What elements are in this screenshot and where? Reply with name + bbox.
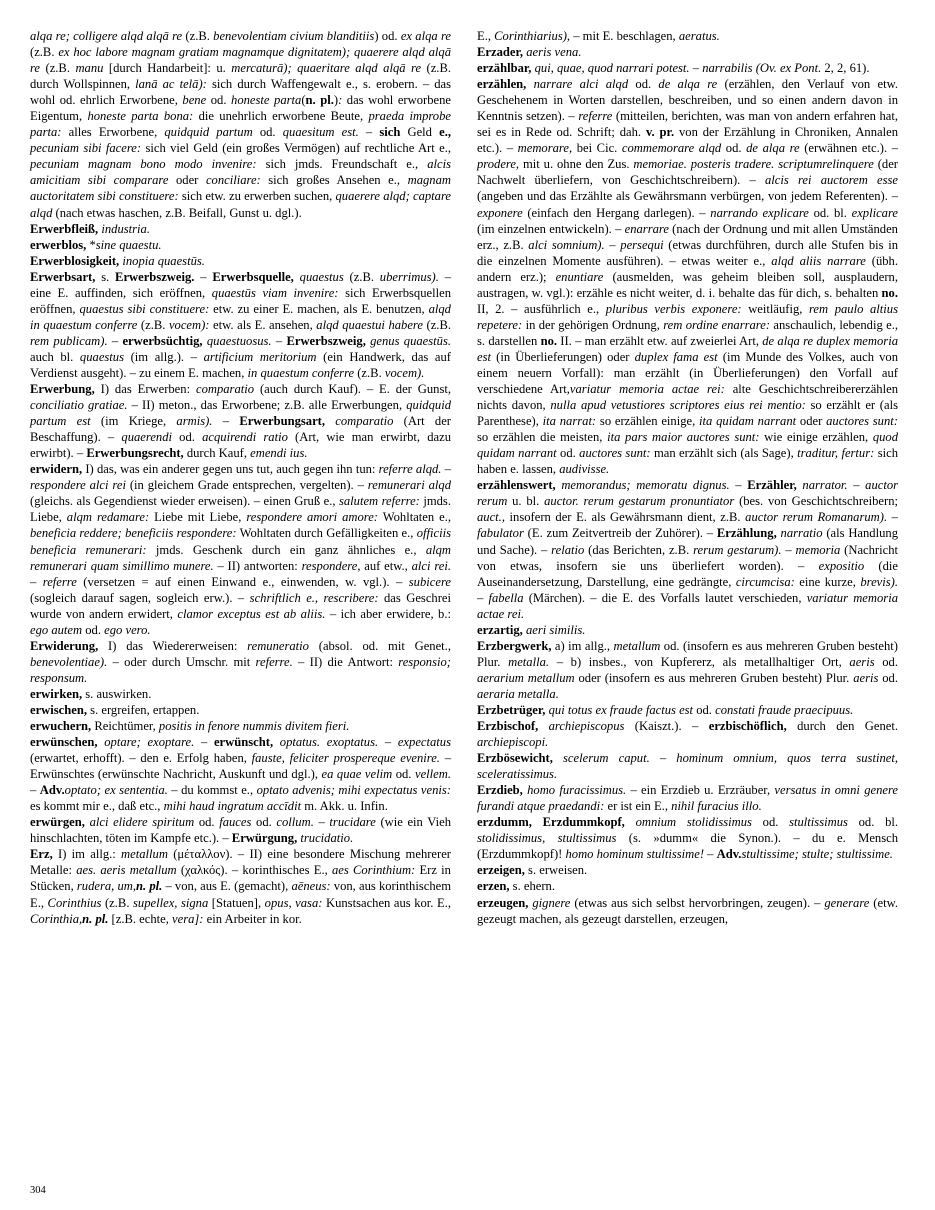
dictionary-entry: Erzbösewicht, scelerum caput. – hominum omnium, quos terra sustinet, sceleratissimus. (477, 751, 898, 782)
dictionary-entry: erzählen, narrare alci alqd od. de alqa re (erzählen, den Verlauf von etw. Geschehenem in Worten darstellen, beschreiben, und so einen andern davon in Kenntnis setzen). – referre (mitteilen, berichten, was man von andern erfahren hat, sei es in Rede od. Schrift; dah. v. pr. von der Erzählung in Chroniken, Annalen etc.). – memorare, bei Cic. commemorare alqd od. de alqa re (erwähnen etc.). – prodere, mit u. ohne den Zus. memoriae. posteris tradere. scriptumrelinquere (der Nachwelt überliefern, von Geschichtschreibern). – alcis rei auctorem esse (angeben und das Erzählte als Gewährsmann verbürgen, von jedem Referenten). – exponere (einfach den Hergang darlegen). – narrando explicare od. bl. explicare (im einzelnen entwickeln). – enarrare (nach der Ordnung und mit allen Umständen erz., z.B. alci somnium). – persequi (etwas durchführen, durch alle Stufen bis in die einzelnen Momente ausführen). – etwas weiter e., alqd aliis narrare (übh. andern erz.); enuntiare (ausmelden, was geheim bleiben soll, ausplaudern, austragen, w. vgl.): erzähle es nicht weiter, d. i. behalte das für dich, s. behalten no. II, 2. – ausführlich e., pluribus verbis exponere: weitläufig, rem paulo altius repetere: in der gehörigen Ordnung, rem ordine enarrare: anschaulich, lebendig e., s. darstellen no. II. – man erzählt etw. auf zweierlei Art, de alqa re duplex memoria est (in Überlieferungen) oder duplex fama est (im Munde des Volkes, auch von einem neuern Vorfall): man erzählt (in Überlieferungen) den Vorfall auf verschiedene Art,variatur memoria actae rei: alte Geschichtschreibererzählen nichts davon, nulla apud vetustiores scriptores eius rei mentio: so erzählt er (als Parenthese), ita narrat: so erzählen einige, ita quidam narrant oder auctores sunt: so erzählen die meisten, ita pars maior auctores sunt: wie einige erzählen, quod quidam narrant od. auctores sunt: man erzählt sich (als Sage), traditur, fertur: sich haben e. lassen, audivisse. (477, 77, 899, 477)
dictionary-entry: Erzbetrüger, qui totus ex fraude factus est od. constati fraude praecipuus. (477, 702, 854, 717)
dictionary-entry: Erwerbung, I) das Erwerben: comparatio (auch durch Kauf). – E. der Gunst, conciliatio gratiae. – II) meton., das Erworbene; z.B. alle Erwerbungen, quidquid partum est (im Kriege, armis). – Erwerbungsart, comparatio (Art der Beschaffung). – quaerendi od. acquirendi ratio (Art, wie man erwirbt, dazu erwirbt). – Erwerbungsrecht, durch Kauf, emendi ius. (30, 382, 452, 461)
dictionary-entry: erwünschen, optare; exoptare. – erwünscht, optatus. exoptatus. – expectatus (erwartet, erhofft). – den e. Erfolg haben, fauste, feliciter prospereque evenire. – Erwünschtes (erwünschte Nachricht, Auskunft und dgl.), ea quae velim od. vellem. – Adv.optato; ex sententia. – du kommst e., optato advenis; mihi expectatus venis: es kommt mir e., daß etc., mihi haud ingratum accīdit m. Akk. u. Infin. (30, 735, 451, 814)
dictionary-entry: erzeugen, gignere (etwas aus sich selbst hervorbringen, zeugen). – generare (etw. gezeugt machen, als gezeugt darstellen, erzeugen, (477, 895, 898, 926)
dictionary-entry: Erzbergwerk, a) im allg., metallum od. (insofern es aus mehreren Gruben besteht) Plur. metalla. – b) insbes., von Kupfererz, als metallhaltiger Ort, aeris od. aerarium metallum oder (insofern es aus mehreren Gruben besteht) Plur. aeris od. aeraria metalla. (477, 638, 899, 701)
dictionary-entry: erzählenswert, memorandus; memoratu dignus. – Erzähler, narrator. – auctor rerum u. bl. auctor. rerum gestarum pronuntiator (bes. von Geschichtschreibern; auct., insofern der E. als Gewährsmann dient, z.B. auctor rerum Romanarum). – fabulator (E. zum Zeitvertreib der Zuhörer). – Erzählung, narratio (als Handlung und Sache). – relatio (das Berichten, z.B. rerum gestarum). – memoria (Nachricht von etwas, insofern sie uns überliefert worden). – expositio (die Auseinandersetzung, Darstellung, eine gedrängte, circumcisa: eine kurze, brevis). – fabella (Märchen). – die E. des Vorfalls lautet verschieden, variatur memoria actae rei. (477, 478, 899, 621)
dictionary-entry: Erz, I) im allg.: metallum (μέταλλον). – II) eine besondere Mischung mehrerer Metalle: aes. aeris metallum (χαλκός). – korinthisches E., aes Corinthium: Erz in Stücken, rudera, um,n. pl. – von, aus E. (gemacht), aēneus: von, aus korinthischem E., Corinthius (z.B. supellex, signa [Statuen], opus, vasa: Kunstsachen aus kor. E., Corinthia,n. pl. [z.B. echte, vera]: ein Arbeiter in kor. (30, 847, 451, 926)
dictionary-entry: erwuchern, Reichtümer, positis in fenore nummis divitem fieri. (30, 719, 350, 734)
dictionary-entry: Erzdieb, homo furacissimus. – ein Erzdieb u. Erzräuber, versatus in omni genere furandi atque praedandi: er ist ein E., nihil furacius illo. (477, 783, 898, 814)
dictionary-entry: erwischen, s. ergreifen, ertappen. (30, 702, 200, 717)
dictionary-entry: Erwiderung, I) das Wiedererweisen: remuneratio (absol. od. mit Genet., benevolentiae). – oder durch Umschr. mit referre. – II) die Antwort: responsio; responsum. (30, 638, 451, 685)
dictionary-entry: erwerblos, *sine quaestu. (30, 237, 162, 252)
dictionary-entry: Erzader, aeris vena. (477, 45, 582, 60)
dictionary-entry: Erwerblosigkeit, inopia quaestūs. (30, 253, 205, 268)
dictionary-entry: erzartig, aeri similis. (477, 622, 586, 637)
dictionary-entry: erzen, s. ehern. (477, 879, 555, 894)
dictionary-entry: Erzbischof, archiepiscopus (Kaiszt.). – erzbischöflich, durch den Genet. archiepiscopi. (477, 719, 898, 750)
dictionary-entry: Erwerbsart, s. Erwerbszweig. – Erwerbsquelle, quaestus (z.B. uberrimus). – eine E. auffinden, sich eröffnen, quaestūs viam invenire: sich Erwerbsquellen eröffnen, quaestus sibi constituere: etw. zu einer E. machen, als E. benutzen, alqd in quaestum conferre (z.B. vocem): etw. als E. ansehen, alqd quaestui habere (z.B. rem publicam). – erwerbsüchtig, quaestuosus. – Erwerbszweig, genus quaestūs. auch bl. quaestus (im allg.). – artificium meritorium (ein Handwerk, das auf Verdienst ausgeht). – zu einem E. machen, in quaestum conferre (z.B. vocem). (30, 269, 452, 380)
page-columns (30, 28, 905, 1158)
column-right (477, 28, 898, 1158)
dictionary-entry: erwürgen, alci elidere spiritum od. fauces od. collum. – trucidare (wie ein Vieh hinschlachten, töten im Kampfe etc.). – Erwürgung, trucidatio. (30, 815, 451, 846)
dictionary-entry: erwidern, I) das, was ein anderer gegen uns tut, auch gegen ihn tun: referre alqd. – respondere alci rei (in gleichem Grade entsprechen, vergelten). – remunerari alqd (gleichs. als Gegendienst wieder erweisen). – einen Gruß e., salutem referre: jmds. Liebe, alqm redamare: Liebe mit Liebe, respondere amori amore: Wohltaten e., beneficia reddere; beneficiis respondere: Wohltaten durch Gefälligkeiten e., officiis beneficia remunerari: jmds. Geschenk durch ein ganz ähnliches e., alqm remunerari quam simillimo munere. – II) antworten: respondere, auf etw., alci rei. – referre (versetzen = auf einen Einwand e., einwenden, w. vgl.). – subicere (sogleich darauf sagen, sogleich erw.). – schriftlich e., rescribere: das Geschrei wurde von andern erwidert, clamor exceptus est ab aliis. – ich aber erwidere, b.: ego autem od. ego vero. (30, 462, 452, 637)
dictionary-entry: erzdumm, Erzdummkopf, omnium stolidissimus od. stultissimus od. bl. stolidissimus, stultissimus (s. »dumm« die Synon.). – du e. Mensch (Erzdummkopf)! homo hominum stultissime! – Adv.stultissime; stulte; stultissime. (477, 815, 899, 862)
page-number: 304 (30, 1185, 46, 1196)
dictionary-entry: erzeigen, s. erweisen. (477, 863, 588, 878)
dictionary-entry: Erwerbfleiß, industria. (30, 221, 150, 236)
column-left (30, 28, 451, 1158)
dictionary-entry: E., Corinthiarius), – mit E. beschlagen, aeratus. (477, 29, 720, 43)
dictionary-entry: alqa re; colligere alqd alqā re (z.B. benevolentiam civium blanditiis) od. ex alqa re (z.B. ex hoc labore magnam gratiam magnamque dignitatem); quaerere alqd alqā re (z.B. manu [durch Handarbeit]: u. mercaturā); quaeritare alqd alqā re (z.B. durch Wollspinnen, lanā ac telā): sich durch Waffengewalt e., s. erobern. – das wohl od. ehrlich Erworbene, bene od. honeste parta(n. pl.): das wohl erworbene Eigentum, honeste parta bona: die unehrlich erworbene Beute, praeda improbe parta: alles Erworbene, quidquid partum od. quaesitum est. – sich Geld e., pecuniam sibi facere: sich viel Geld (ein großes Vermögen) auf rechtliche Art e., pecuniam magnam bono modo invenire: sich jmds. Freundschaft e., alcis amicitiam sibi comparare oder conciliare: sich großes Ansehen e., magnam auctoritatem sibi constituere: sich etw. zu erwerben suchen, quaerere alqd; captare alqd (nach etwas haschen, z.B. Beifall, Gunst u. dgl.). (30, 29, 452, 220)
dictionary-entry: erzählbar, qui, quae, quod narrari potest. – narrabilis (Ov. ex Pont. 2, 2, 61). (477, 61, 870, 76)
dictionary-entry: erwirken, s. auswirken. (30, 686, 152, 701)
